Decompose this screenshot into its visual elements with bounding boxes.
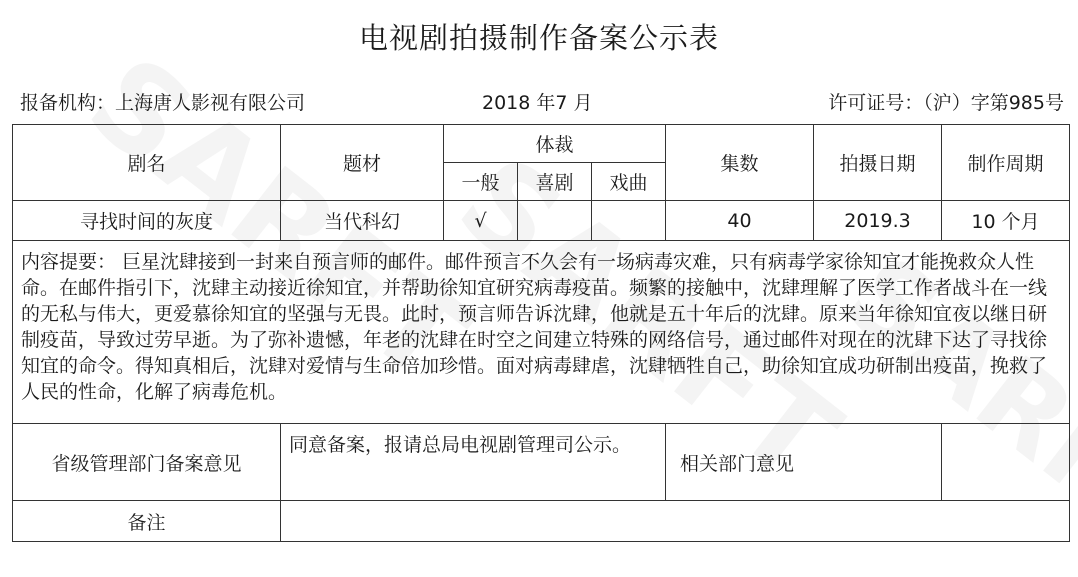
header-genre-general: 一般 bbox=[444, 163, 518, 201]
content-summary: 内容提要： 巨星沈肆接到一封来自预言师的邮件。邮件预言不久会有一场病毒灾难，只有病毒学家徐知宜才能挽救众人性命。在邮件指引下，沈肆主动接近徐知宜，并帮助徐知宜研究病毒疫苗。频繁的接触中，沈肆理解了医学工作者战斗在一线的无私与伟大，更爱慕徐知宜的坚强与无畏。此时，预言师告诉沈肆，他就是五十年后的沈肆。原来当年徐知宜夜以继日研制疫苗，导致过劳早逝。为了弥补遗憾，年老的沈肆在时空之间建立特殊的网络信号，通过邮件对现在的沈肆下达了寻找徐知宜的命令。得知真相后，沈肆对爱情与生命倍加珍惜。面对病毒肆虐，沈肆牺牲自己，助徐知宜成功研制出疫苗，挽救了人民的性命，化解了病毒危机。 bbox=[13, 241, 1070, 424]
header-cycle: 制作周期 bbox=[942, 125, 1070, 201]
cell-cycle: 10 个月 bbox=[942, 201, 1070, 241]
related-opinion-label: 相关部门意见 bbox=[666, 424, 942, 501]
header-title: 剧名 bbox=[13, 125, 281, 201]
provincial-opinion: 同意备案，报请总局电视剧管理司公示。 bbox=[281, 424, 666, 501]
cell-subject: 当代科幻 bbox=[281, 201, 444, 241]
filing-date: 2018 年7 月 bbox=[482, 92, 593, 114]
cell-genre-opera bbox=[592, 201, 666, 241]
provincial-opinion-label: 省级管理部门备案意见 bbox=[13, 424, 281, 501]
related-opinion bbox=[942, 424, 1070, 501]
table-row bbox=[13, 201, 1070, 241]
header-genre-opera: 戏曲 bbox=[592, 163, 666, 201]
cell-genre-general: √ bbox=[444, 201, 518, 241]
permit-number: 许可证号：（沪）字第985号 bbox=[828, 92, 1064, 114]
cell-episodes: 40 bbox=[666, 201, 814, 241]
header-genre: 体裁 bbox=[444, 125, 666, 163]
cell-title: 寻找时间的灰度 bbox=[13, 201, 281, 241]
filing-org: 报备机构：上海唐人影视有限公司 bbox=[20, 92, 306, 114]
remarks-value bbox=[281, 501, 1070, 542]
header-shoot-date: 拍摄日期 bbox=[814, 125, 942, 201]
header-episodes: 集数 bbox=[666, 125, 814, 201]
remarks-label: 备注 bbox=[13, 501, 281, 542]
header-genre-comedy: 喜剧 bbox=[518, 163, 592, 201]
header-subject: 题材 bbox=[281, 125, 444, 201]
cell-shoot-date: 2019.3 bbox=[814, 201, 942, 241]
page-title: 电视剧拍摄制作备案公示表 bbox=[358, 21, 719, 55]
cell-genre-comedy bbox=[518, 201, 592, 241]
filing-table bbox=[12, 124, 1070, 542]
